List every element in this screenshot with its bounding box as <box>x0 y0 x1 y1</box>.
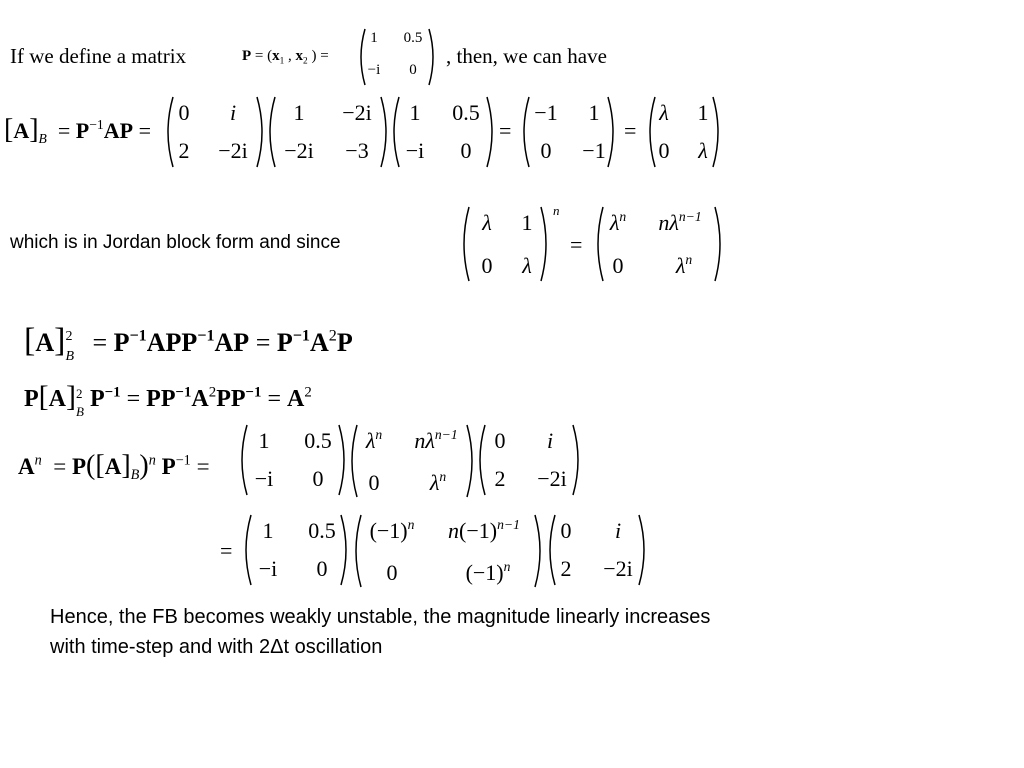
matrix-cell: −2i <box>284 138 314 163</box>
jordan-rhs-left-paren <box>592 206 604 282</box>
matrix-cell: 0 <box>460 138 472 163</box>
matrix-cell: 0.5 <box>452 100 480 125</box>
matrix-cell: 1 <box>262 518 274 543</box>
matrix-cell: 1 <box>258 428 270 453</box>
matrix-cell: 0 <box>560 518 572 543</box>
eq1-m5-right-paren <box>712 96 724 168</box>
matrix-cell: 0 <box>658 138 670 163</box>
conclusion-line-1: Hence, the FB becomes weakly unstable, the magnitude linearly increases <box>50 606 711 628</box>
matrix-cell: λ <box>698 138 708 163</box>
jordan-lhs-right-paren <box>540 206 552 282</box>
matrix-cell: 0 <box>481 253 493 278</box>
p-def-cell: 0.5 <box>403 30 423 46</box>
p-def-cell: −i <box>367 62 381 78</box>
eqA-Pinv-left-paren <box>474 424 486 496</box>
p-def-cell: 1 <box>370 30 378 46</box>
matrix-cell: 0.5 <box>308 518 336 543</box>
matrix-cell: λ <box>522 253 532 278</box>
p-def-right-paren <box>428 28 438 86</box>
matrix-cell: 1 <box>409 100 421 125</box>
matrix-cell: $n\lambda^{n-1}$ <box>658 209 702 235</box>
p-definition: $P = (x_1$ , $x_2$ ) = <box>242 48 329 67</box>
equals-sign: = <box>499 118 512 143</box>
eq-pabp: P[A] 2 B $P^{-1} = PP^{-1}A^2PP^{-1} = A^2$ <box>24 380 312 419</box>
eqB-m3-right-paren <box>638 514 650 586</box>
matrix-cell: −1 <box>582 138 606 163</box>
jordan-text: which is in Jordan block form and since <box>10 232 341 253</box>
intro-text: If we define a matrix <box>10 44 187 68</box>
equals-sign: = <box>624 118 637 143</box>
matrix-cell: $n(-1)^{n-1}$ <box>448 517 520 543</box>
eqA-J-left-paren <box>346 424 358 498</box>
matrix-cell: 0 <box>368 470 380 495</box>
eqA-Pinv-right-paren <box>572 424 584 496</box>
matrix-cell: 0 <box>386 560 398 585</box>
matrix-cell: 0 <box>316 556 328 581</box>
matrix-cell: $n\lambda^{n-1}$ <box>414 427 458 453</box>
matrix-cell: 2 <box>494 466 506 491</box>
matrix-cell: −2i <box>603 556 633 581</box>
eq1-m2-left-paren <box>264 96 276 168</box>
matrix-cell: 0 <box>178 100 190 125</box>
matrix-cell: 1 <box>521 210 533 235</box>
matrix-cell: 0 <box>612 253 624 278</box>
matrix-cell: −2i <box>342 100 372 125</box>
matrix-cell: −1 <box>534 100 558 125</box>
matrix-cell: −2i <box>218 138 248 163</box>
eq1-m3-left-paren <box>388 96 400 168</box>
matrix-cell: −2i <box>537 466 567 491</box>
matrix-cell: $\lambda^n$ <box>429 469 447 495</box>
matrix-cell: 1 <box>588 100 600 125</box>
matrix-cell: −i <box>405 138 425 163</box>
eqB-m2-left-paren <box>350 514 362 588</box>
matrix-cell: i <box>546 428 554 453</box>
p-def-left-paren <box>356 28 366 86</box>
matrix-cell: −i <box>254 466 274 491</box>
matrix-cell: −i <box>258 556 278 581</box>
eq-ab-squared: [A] 2 B = $P^{-1}APP^{-1}AP = P^{-1}A^2P$ <box>24 322 353 364</box>
matrix-cell: 1 <box>697 100 709 125</box>
matrix-cell: 1 <box>293 100 305 125</box>
matrix-cell: 0.5 <box>304 428 332 453</box>
eq1-m1-left-paren <box>162 96 174 168</box>
matrix-cell: 0 <box>494 428 506 453</box>
matrix-cell: $(-1)^n$ <box>369 517 415 543</box>
matrix-cell: i <box>614 518 622 543</box>
equals-sign: = <box>220 538 233 563</box>
eq1-lhs: $[A]_B = P^{-1}AP$ = <box>4 114 151 146</box>
p-def-cell: 0 <box>409 62 417 78</box>
matrix-cell: $\lambda^n$ <box>365 427 383 453</box>
matrix-cell: 2 <box>560 556 572 581</box>
eq1-m4-right-paren <box>607 96 619 168</box>
then-text: , then, we can have <box>446 44 607 68</box>
matrix-cell: λ <box>659 100 669 125</box>
eqA-P-left-paren <box>236 424 248 496</box>
matrix-cell: 0 <box>312 466 324 491</box>
eqB-m1-left-paren <box>240 514 252 586</box>
eq-an-lhs: $A^n = P([A]_B)^n$ $P^{-1}$ = <box>18 450 210 483</box>
jordan-rhs-right-paren <box>714 206 726 282</box>
eq1-m3-right-paren <box>486 96 498 168</box>
eqB-m3-left-paren <box>544 514 556 586</box>
matrix-cell: 2 <box>178 138 190 163</box>
power-exponent: n <box>553 203 560 218</box>
matrix-cell: λ <box>482 210 492 235</box>
eq1-m5-left-paren <box>644 96 656 168</box>
matrix-cell: $\lambda^n$ <box>675 252 693 278</box>
matrix-cell: 0 <box>540 138 552 163</box>
matrix-cell: $(-1)^n$ <box>465 559 511 585</box>
eq1-m4-left-paren <box>518 96 530 168</box>
matrix-cell: −3 <box>345 138 369 163</box>
jordan-lhs-left-paren <box>458 206 470 282</box>
matrix-cell: i <box>229 100 237 125</box>
equals-sign: = <box>570 232 583 257</box>
matrix-cell: $\lambda^n$ <box>609 209 627 235</box>
conclusion-line-2: with time-step and with 2Δt oscillation <box>50 636 383 658</box>
